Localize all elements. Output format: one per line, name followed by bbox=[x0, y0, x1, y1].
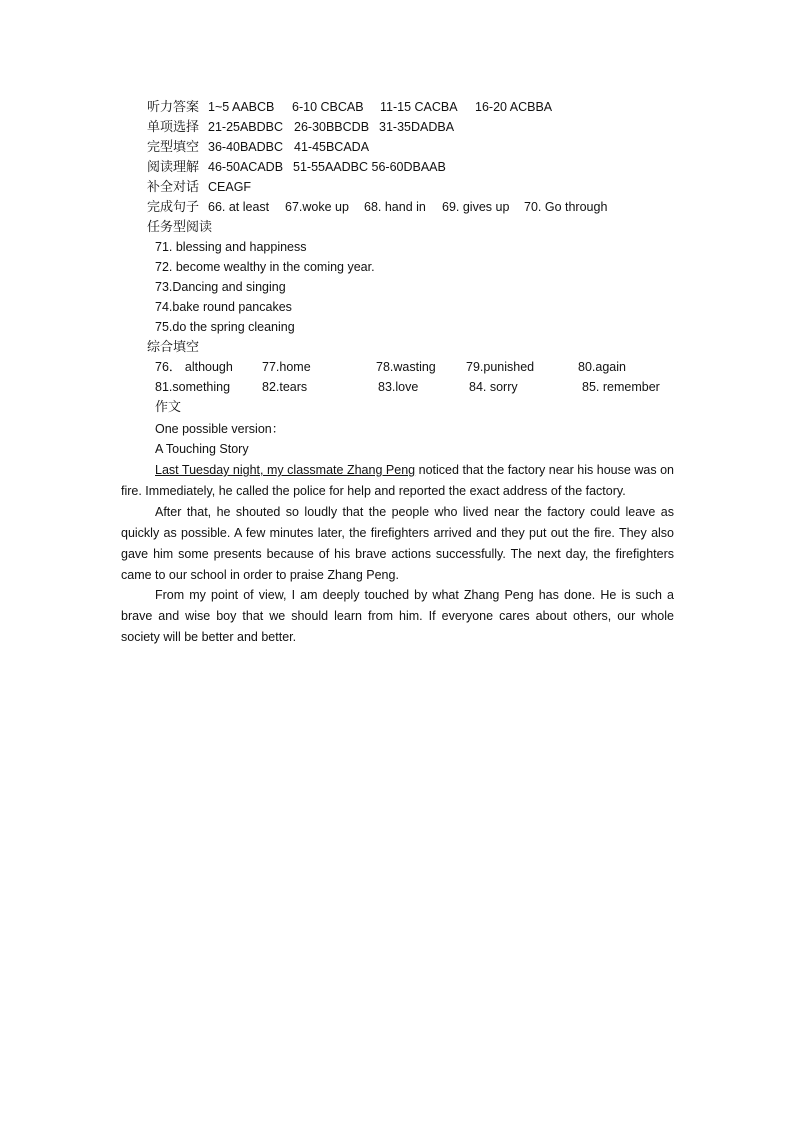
answer-item: 75.do the spring cleaning bbox=[155, 320, 295, 334]
answer-item: 1~5 AABCB bbox=[208, 100, 275, 114]
answer-item: 77.home bbox=[262, 360, 311, 374]
answer-row-choice bbox=[147, 117, 199, 137]
answer-item: 79.punished bbox=[466, 360, 535, 374]
answer-row-reading bbox=[147, 157, 199, 177]
answer-item: 66. at least bbox=[208, 200, 270, 214]
section-label-comprehensive: 综合填空 bbox=[147, 340, 200, 355]
essay-title: A Touching Story bbox=[155, 442, 249, 456]
answer-item: 46-50ACADB bbox=[208, 160, 284, 174]
answer-item: 71. blessing and happiness bbox=[155, 240, 307, 254]
section-label-sentences: 完成句子 bbox=[147, 200, 200, 215]
essay-paragraph-1 bbox=[121, 460, 674, 502]
answer-item: 70. Go through bbox=[524, 200, 608, 214]
section-label-listening: 听力答案 bbox=[147, 100, 200, 115]
answer-item: 6-10 CBCAB bbox=[292, 100, 364, 114]
answer-item: 69. gives up bbox=[442, 200, 510, 214]
answer-item: 72. become wealthy in the coming year. bbox=[155, 260, 375, 274]
essay-paragraph-3-text: From my point of view, I am deeply touched by what Zhang Peng has done. He is such a brave and wise boy that we should learn from him. If everyone cares about others, our whole society will be better and better. bbox=[121, 588, 674, 644]
answer-item: 74.bake round pancakes bbox=[155, 300, 292, 314]
answer-item: 80.again bbox=[578, 360, 626, 374]
essay-underlined-phrase: Last Tuesday night, my classmate Zhang Peng bbox=[155, 463, 416, 477]
essay-intro: One possible version： bbox=[155, 422, 285, 436]
answer-item: 31-35DADBA bbox=[379, 120, 455, 134]
essay-paragraph-2 bbox=[121, 502, 674, 586]
essay-paragraph-2-text: After that, he shouted so loudly that the people who lived near the factory could leave as quickly as possible. A few minutes later, the firefighters arrived and they put out the fire. They also gave him some presents because of his brave actions successfully. The next day, the firefighters came to our school in order to praise Zhang Peng. bbox=[121, 505, 674, 582]
answer-item: 85. remember bbox=[582, 380, 660, 394]
answer-item: CEAGF bbox=[208, 180, 252, 194]
answer-row-dialogue bbox=[147, 177, 199, 197]
answer-item: 11-15 CACBA bbox=[380, 100, 458, 114]
answer-row-comprehensive bbox=[147, 337, 199, 357]
answer-item: 81.something bbox=[155, 380, 231, 394]
answer-row-task-reading bbox=[147, 217, 212, 237]
answer-item: 83.love bbox=[378, 380, 419, 394]
answer-item: 78.wasting bbox=[376, 360, 436, 374]
section-label-essay: 作文 bbox=[155, 400, 182, 415]
answer-item: 41-45BCADA bbox=[294, 140, 370, 154]
answer-row-sentences bbox=[147, 197, 199, 217]
answer-item: 82.tears bbox=[262, 380, 308, 394]
section-label-choice: 单项选择 bbox=[147, 120, 200, 135]
answer-item: 36-40BADBC bbox=[208, 140, 284, 154]
answer-item: 16-20 ACBBA bbox=[475, 100, 553, 114]
answer-item: 76． although bbox=[155, 360, 233, 374]
section-label-cloze: 完型填空 bbox=[147, 140, 200, 155]
answer-row-listening bbox=[147, 97, 199, 117]
answer-item: 26-30BBCDB bbox=[294, 120, 370, 134]
answer-item: 84. sorry bbox=[469, 380, 518, 394]
section-label-reading: 阅读理解 bbox=[147, 160, 200, 175]
section-label-task-reading: 任务型阅读 bbox=[147, 220, 213, 235]
essay-paragraph-1-text: noticed that the factory near his house was on fire. Immediately, he called the police for help and reported the exact address of the factory. bbox=[121, 463, 674, 498]
essay-paragraph-3 bbox=[121, 585, 674, 648]
answer-row-cloze bbox=[147, 137, 199, 157]
answer-item: 73.Dancing and singing bbox=[155, 280, 286, 294]
answer-item: 51-55AADBC 56-60DBAAB bbox=[293, 160, 446, 174]
answer-item: 68. hand in bbox=[364, 200, 426, 214]
section-label-dialogue: 补全对话 bbox=[147, 180, 200, 195]
answer-item: 67.woke up bbox=[285, 200, 349, 214]
answer-item: 21-25ABDBC bbox=[208, 120, 284, 134]
